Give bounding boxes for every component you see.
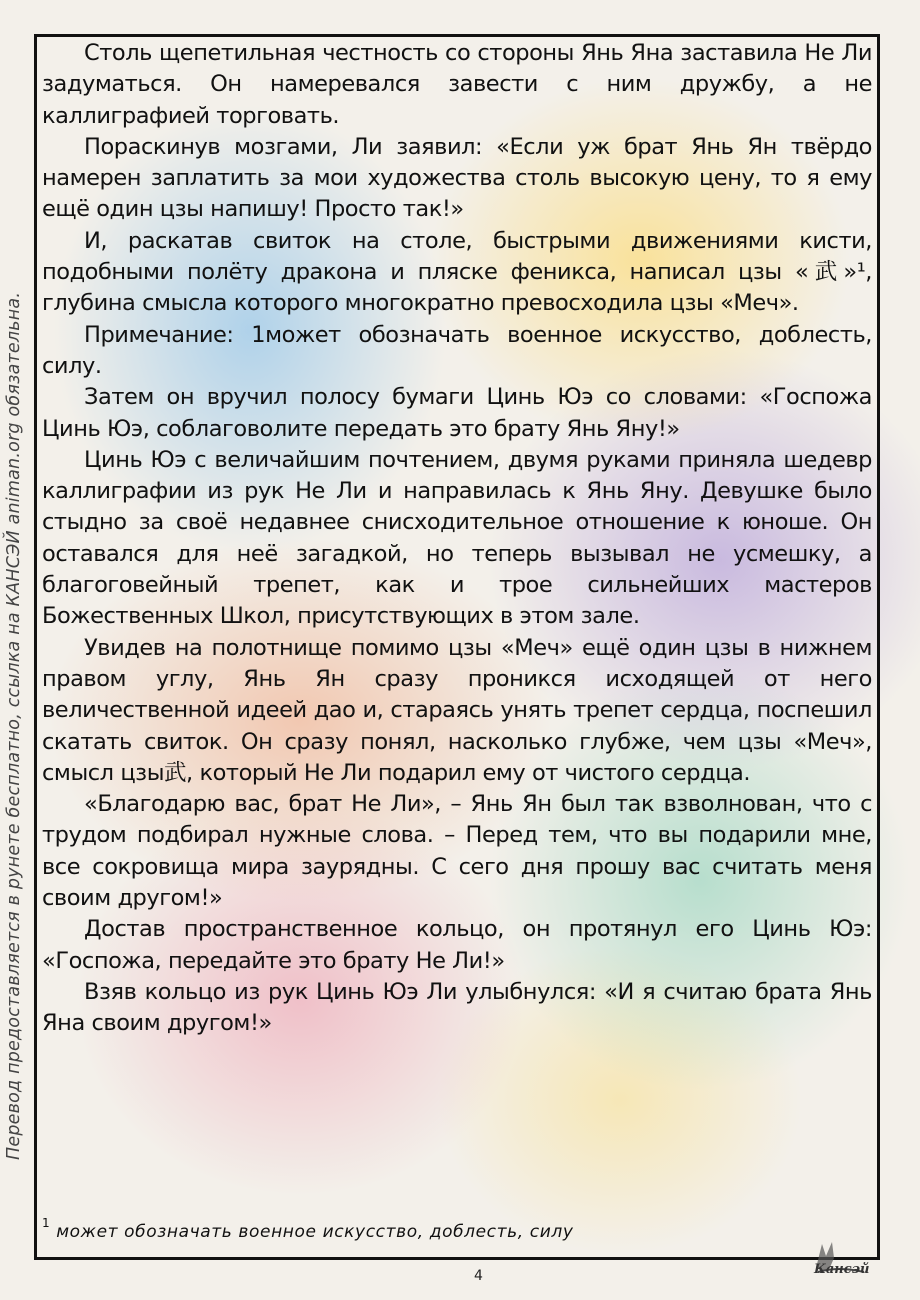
paragraph-8: «Благодарю вас, брат Не Ли», – Янь Ян был так взволнован, что с трудом подбирал нужные слова. – Перед тем, что вы подарили мне, все сокровища мира заурядны. С сего дня прошу вас считать меня своим другом!» — [42, 791, 872, 912]
translation-notice: Перевод предоставляется в рунете бесплатно, ссылка на КАНСЭЙ animan.org обязательна. — [4, 291, 24, 1160]
paragraph-3: И, раскатав свиток на столе, быстрыми движениями кисти, подобными полёту дракона и пляске феникса, написал цзы «武»¹, глубина смысла которого многократно превосходила цзы «Меч». — [42, 227, 872, 317]
footnote-text: может обозначать военное искусство, доблесть, силу — [56, 1222, 574, 1242]
page-number: 4 — [474, 1268, 483, 1284]
footnote-marker: 1 — [42, 1216, 51, 1230]
paragraph-2: Пораскинув мозгами, Ли заявил: «Если уж брат Янь Ян твёрдо намерен заплатить за мои художества столь высокую цену, то я ему ещё один цзы напишу! Просто так!» — [42, 133, 872, 223]
paragraph-6: Цинь Юэ с величайшим почтением, двумя руками приняла шедевр каллиграфии из рук Не Ли и направилась к Янь Яну. Девушке было стыдно за своё недавнее снисходительное отношение к юноше. Он оставался для неё загадкой, но теперь вызывал не усмешку, а благоговейный трепет, как и трое сильнейших мастеров Божественных Школ, присутствующих в этом зале. — [42, 446, 872, 630]
paragraph-1: Столь щепетильная честность со стороны Янь Яна заставила Не Ли задуматься. Он намеревался завести с ним дружбу, а не каллиграфией торговать. — [42, 40, 872, 129]
story-text — [42, 38, 872, 1040]
paragraph-10: Взяв кольцо из рук Цинь Юэ Ли улыбнулся: «И я считаю брата Янь Яна своим другом!» — [42, 978, 872, 1037]
paragraph-9: Достав пространственное кольцо, он протянул его Цинь Юэ: «Госпожа, передайте это брату Не Ли!» — [42, 916, 872, 974]
paragraph-7: Увидев на полотнище помимо цзы «Меч» ещё один цзы в нижнем правом углу, Янь Ян сразу проникся исходящей от него величественной идеей дао и, стараясь унять трепет сердца, поспешил скатать свиток. Он сразу понял, насколько глубже, чем цзы «Меч», смысл цзы武, который Не Ли подарил ему от чистого сердца. — [42, 634, 872, 786]
logo-text: Кансэй — [814, 1262, 870, 1277]
paragraph-5: Затем он вручил полосу бумаги Цинь Юэ со словами: «Госпожа Цинь Юэ, соблаговолите передать это брату Янь Яну!» — [42, 384, 872, 442]
footnote — [42, 1216, 742, 1242]
paragraph-note: Примечание: 1может обозначать военное искусство, доблесть, силу. — [42, 321, 872, 379]
